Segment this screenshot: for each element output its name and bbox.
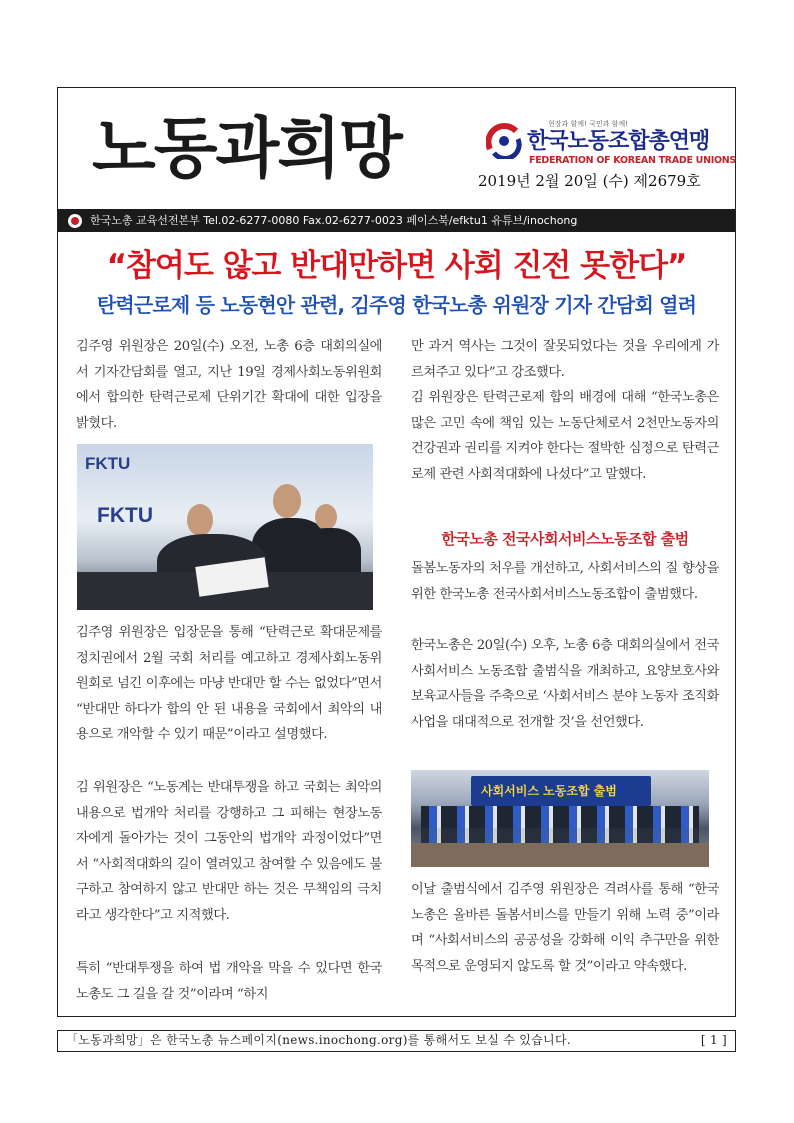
article-paragraph-1: 김주영 위원장은 20일(수) 오전, 노총 6층 대회의실에서 기자간담회를 열고, 지난 19일 경제사회노동위원회에서 합의한 탄력근로제 단위기간 확대에 대한 입장을 밝혔다.: [76, 339, 382, 431]
article-paragraph-2: 김주영 위원장은 입장문을 통해 “탄력근로 확대문제를 정치권에서 2월 국회 처리를 예고하고 경제사회노동위원회로 넘긴 이후에는 마냥 반대만 할 수는 없었다”면서 “반대만 하다가 합의 안 된 내용을 국회에서 최악의 내용으로 개악할 수 있기 때문”이라고 설명했다.: [76, 625, 382, 743]
photo-sign-text-2: FKTU: [97, 504, 153, 527]
footer-bar: [57, 1030, 736, 1052]
section-title-union-launch: 한국노총 전국사회서비스노동조합 출범: [441, 530, 689, 548]
article-paragraph-3: 김 위원장은 “노동계는 반대투쟁을 하고 국회는 최악의 내용으로 법개악 처리를 강행하고 그 피해는 현장노동자에게 돌아가는 것이 그동안의 법개악 과정이었다”면서 “사회적대화의 길이 열려있고 참여할 수 있음에도 불구하고 참여하지 않고 반대만 하는 것은 무책임의 극치라고 생각한다”고 지적했다.: [76, 780, 382, 923]
org-name-english: FEDERATION OF KOREAN TRADE UNIONS: [529, 155, 736, 166]
article-paragraph-6: 김 위원장은 탄력근로제 합의 배경에 대해 “한국노총은 많은 고민 속에 책임 있는 노동단체로서 2천만노동자의 건강권과 권리를 지켜야 한다는 절박한 심정으로 탄력근로제 관련 사회적대화에 나섰다”고 말했다.: [411, 390, 719, 482]
photo2-banner-text: 사회서비스 노동조합 출범: [481, 784, 617, 798]
contact-info-text: 한국노총 교육선전본부 Tel.02-6277-0080 Fax.02-6277-0023 페이스북/efktu1 유튜브/inochong: [90, 214, 578, 227]
fktu-logo-icon: [486, 123, 522, 159]
section2-paragraph-1: 돌봄노동자의 처우를 개선하고, 사회서비스의 질 향상을 위한 한국노총 전국사회서비스노동조합이 출범했다.: [411, 561, 719, 602]
photo-sign-text-1: FKTU: [85, 454, 131, 473]
newsletter-title: 노동과희망: [92, 109, 401, 187]
press-conference-photo: [77, 444, 373, 610]
section2-paragraph-2: 한국노총은 20일(수) 오후, 노총 6층 대회의실에서 전국사회서비스 노동조합 출범식을 개최하고, 요양보호사와 보육교사들을 주축으로 ‘사회서비스 분야 노동자 조직화 사업을 대대적으로 전개할 것’을 선언했다.: [411, 638, 719, 730]
fktu-mini-logo-icon: [68, 214, 82, 228]
page-number: [ 1 ]: [700, 1033, 727, 1047]
org-name-korean: 한국노동조합총연맹: [527, 129, 710, 154]
article-paragraph-5: 만 과거 역사는 그것이 잘못되었다는 것을 우리에게 가르쳐주고 있다”고 강조했다.: [411, 339, 719, 380]
section2-paragraph-3: 이날 출범식에서 김주영 위원장은 격려사를 통해 “한국노총은 올바른 돌봄서비스를 만들기 위해 노력 중”이라며 “사회서비스의 공공성을 강화해 이익 추구만을 위한 목적으로 운영되지 않도록 할 것”이라고 약속했다.: [411, 882, 719, 974]
article-headline: “참여도 않고 반대만하면 사회 진전 못한다”: [106, 248, 687, 284]
article-paragraph-4: 특히 “반대투쟁을 하여 법 개악을 막을 수 있다면 한국노총도 그 길을 갈 것”이라며 “하지: [76, 961, 382, 1002]
article-subheadline: 탄력근로제 등 노동현안 관련, 김주영 한국노총 위원장 기자 간담회 열려: [96, 293, 697, 317]
footer-text: 「노동과희망」은 한국노총 뉴스페이지(news.inochong.org)를 통해서도 보실 수 있습니다.: [66, 1033, 571, 1047]
issue-date-number: 2019년 2월 20일 (수) 제2679호: [478, 172, 701, 190]
union-launch-photo: [411, 770, 709, 867]
org-slogan: 현장과 함께! 국민과 함께!: [548, 120, 628, 128]
contact-info-bar: [58, 209, 735, 232]
